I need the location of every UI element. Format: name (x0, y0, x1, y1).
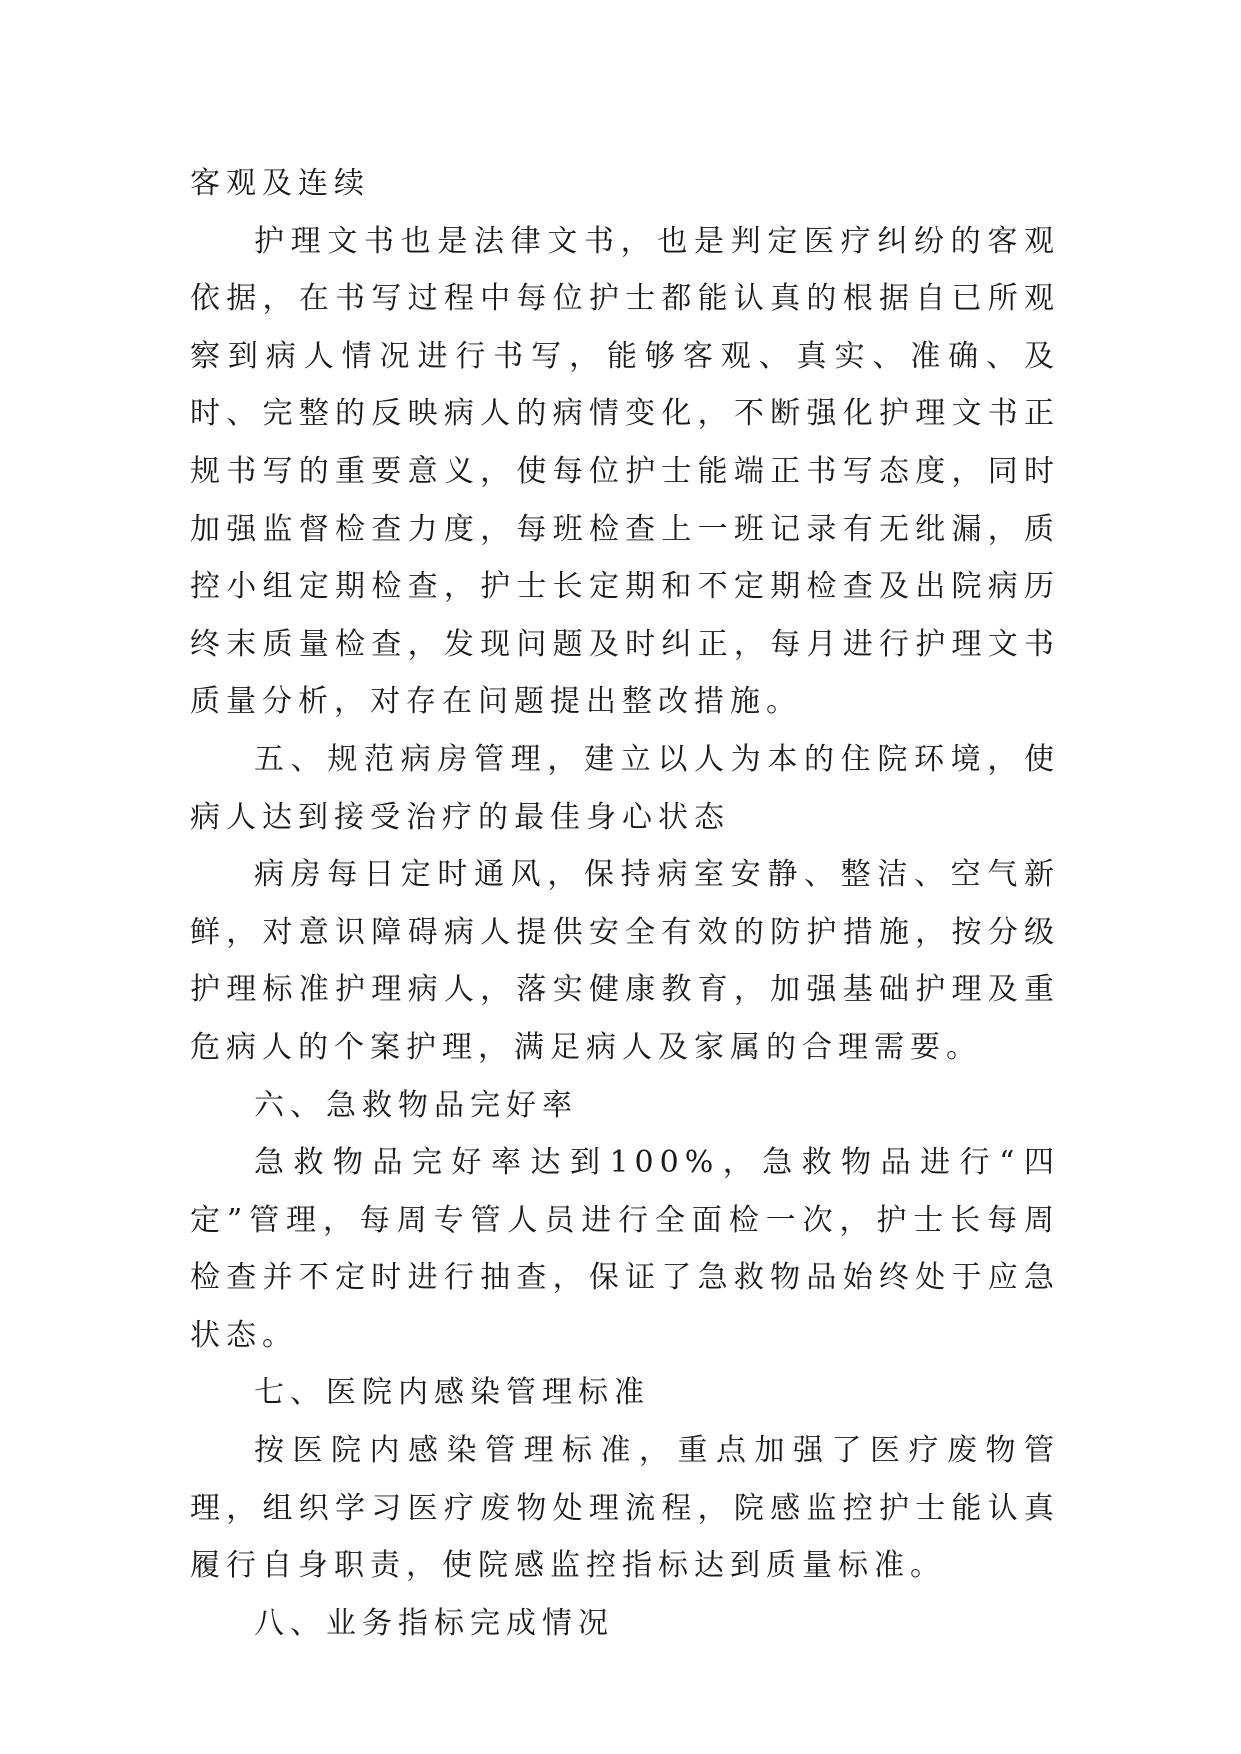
paragraph-infection-control: 按医院内感染管理标准，重点加强了医疗废物管理，组织学习医疗废物处理流程，院感监控护士能认真履行自身职责，使院感监控指标达到质量标准。 (190, 1433, 1060, 1584)
document-body (190, 155, 1060, 1652)
section-heading-five: 五、规范病房管理，建立以人为本的住院环境，使病人达到接受治疗的最佳身心状态 (190, 741, 1060, 835)
paragraph-continuation: 客观及连续 (190, 166, 370, 201)
section-heading-seven: 七、医院内感染管理标准 (254, 1375, 650, 1411)
paragraph-ward-management: 病房每日定时通风，保持病室安静、整洁、空气新鲜，对意识障碍病人提供安全有效的防护措施，按分级护理标准护理病人，落实健康教育，加强基础护理及重危病人的个案护理，满足病人及家属的合理需要。 (190, 857, 1060, 1065)
section-heading-eight: 八、业务指标完成情况 (254, 1605, 614, 1641)
paragraph-emergency-supplies: 急救物品完好率达到100%，急救物品进行“四定”管理，每周专管人员进行全面检一次，护士长每周检查并不定时进行抽查，保证了急救物品始终处于应急状态。 (190, 1145, 1060, 1353)
section-heading-six: 六、急救物品完好率 (254, 1087, 578, 1123)
paragraph-nursing-documents: 护理文书也是法律文书，也是判定医疗纠纷的客观依据，在书写过程中每位护士都能认真的根据自已所观察到病人情况进行书写，能够客观、真实、准确、及时、完整的反映病人的病情变化，不断强化护理文书正规书写的重要意义，使每位护士能端正书写态度，同时加强监督检查力度，每班检查上一班记录有无纰漏，质控小组定期检查，护士长定期和不定期检查及出院病历终末质量检查，发现问题及时纠正，每月进行护理文书质量分析，对存在问题提出整改措施。 (190, 223, 1060, 720)
